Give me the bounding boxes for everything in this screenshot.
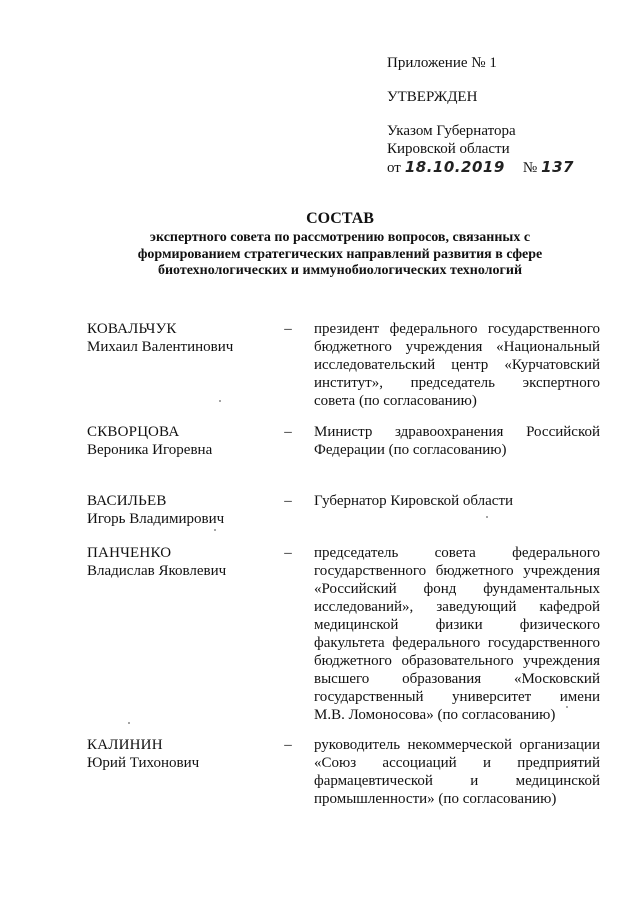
member-name [87,736,277,772]
appendix-label: Приложение № 1 [387,55,497,71]
member-given-names: Владислав Яковлевич [87,563,227,579]
role-line: Министр здравоохранения Российской [314,424,600,440]
member-name [87,492,277,528]
role-line: бюджетного образовательного учреждения [314,653,600,669]
member-role [314,492,600,510]
dash-separator: – [284,737,292,753]
dash-separator: – [284,424,292,440]
member-name [87,423,277,459]
member-surname: ПАНЧЕНКО [87,545,172,561]
handwritten-number: 137 [541,158,574,176]
role-line: «Российский фонд фундаментальных [314,581,600,597]
member-role [314,736,600,808]
role-line: «Союз ассоциаций и предприятий [314,755,600,771]
role-line: фармацевтической и медицинской [314,773,600,789]
dash-separator: – [284,545,292,561]
member-role [314,320,600,410]
approval-header [387,54,617,177]
member-name [87,320,277,356]
title-sub-line: формированием стратегических направлений развития в сфере [137,246,543,262]
scan-speck [128,722,130,724]
approved-label: УТВЕРЖДЕН [387,89,478,105]
number-label: № [522,160,538,176]
member-given-names: Игорь Владимирович [87,511,225,527]
dash-separator: – [284,321,292,337]
member-surname: КОВАЛЬЧУК [87,321,177,337]
member-name [87,544,277,580]
scan-speck [486,516,488,518]
role-line: исследований», заведующий кафедрой [314,599,600,615]
member-surname: КАЛИНИН [87,737,163,753]
role-line: М.В. Ломоносова» (по согласованию) [314,707,556,723]
role-line: медицинской физики физического [314,617,600,633]
role-line: институт», председатель экспертного [314,375,600,391]
member-surname: СКВОРЦОВА [87,424,180,440]
from-label: от [387,160,401,176]
decree-line-1: Указом Губернатора [387,123,516,139]
handwritten-date: 18.10.2019 [404,158,505,176]
member-surname: ВАСИЛЬЕВ [87,493,167,509]
member-given-names: Вероника Игоревна [87,442,213,458]
role-line: Федерации (по согласованию) [314,442,507,458]
role-line: исследовательский центр «Курчатовский [314,357,600,373]
role-line: председатель совета федерального [314,545,600,561]
document-title [90,209,590,280]
role-line: президент федерального государственного [314,321,600,337]
role-line: государственного бюджетного учреждения [314,563,600,579]
role-line: государственный университет имени [314,689,600,705]
role-line: бюджетного учреждения «Национальный [314,339,600,355]
title-sub-line: экспертного совета по рассмотрению вопросов, связанных с [149,230,531,245]
dash-separator: – [284,493,292,509]
role-line: факультета федерального государственного [314,635,600,651]
role-line: руководитель некоммерческой организации [314,737,600,753]
member-given-names: Михаил Валентинович [87,339,234,355]
member-role [314,544,600,724]
decree-line-2: Кировской области [387,141,510,157]
scan-speck [566,706,568,708]
role-line: совета (по согласованию) [314,393,477,409]
scan-speck [219,400,221,402]
title-main: СОСТАВ [306,210,374,227]
title-sub-line: биотехнологических и иммунобиологических технологий [157,263,523,278]
role-line: высшего образования «Московский [314,671,600,687]
role-line: промышленности» (по согласованию) [314,791,557,807]
member-role [314,423,600,459]
decree-date-row [387,158,617,177]
scan-speck [214,529,216,531]
role-line: Губернатор Кировской области [314,493,514,509]
member-given-names: Юрий Тихонович [87,755,200,771]
